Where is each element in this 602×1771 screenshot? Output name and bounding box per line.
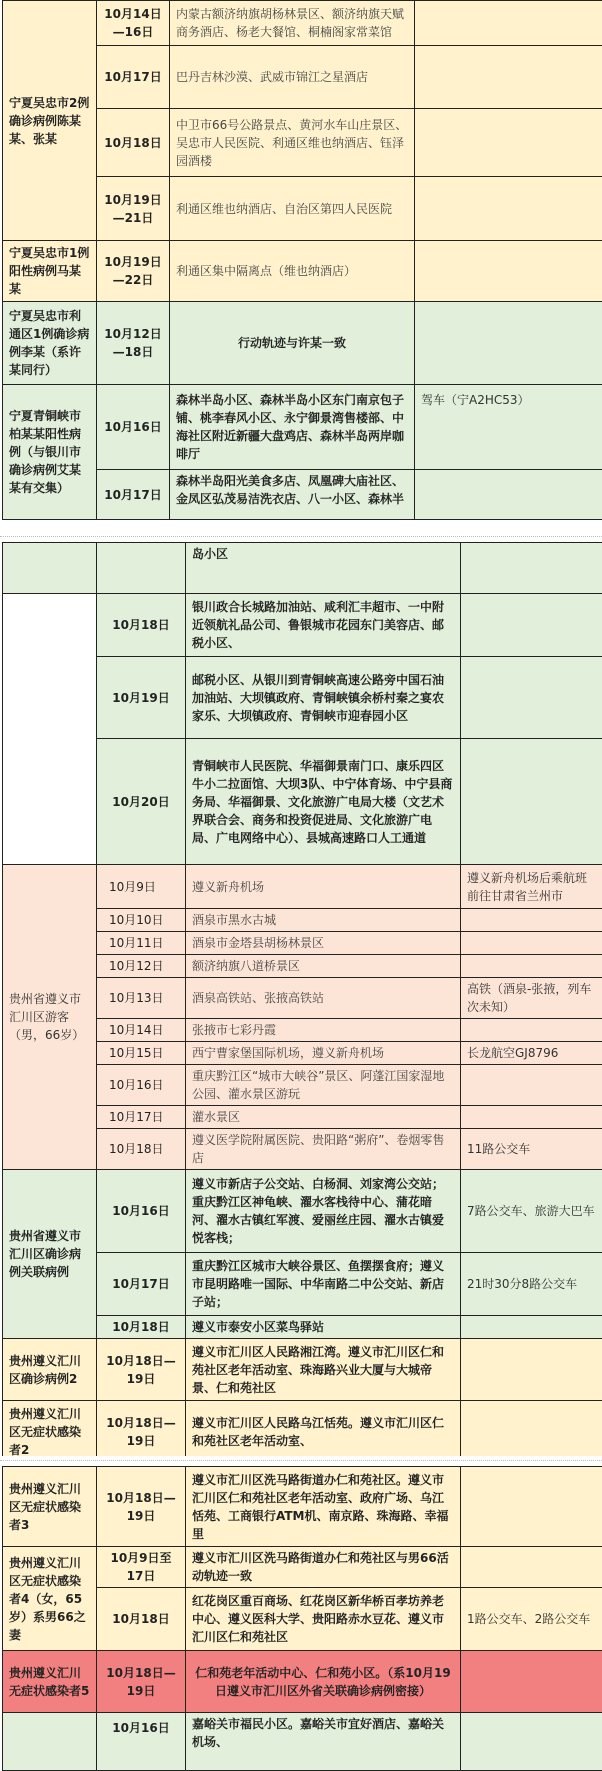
note-cell [415, 302, 602, 385]
places-cell: 嘉峪关市福民小区。嘉峪关市宜好酒店、嘉峪关机场、 [186, 1713, 461, 1771]
note-cell [461, 543, 602, 594]
date-cell: 10月20日 [97, 739, 186, 865]
table-row [3, 1339, 602, 1401]
note-cell [461, 594, 602, 657]
places-cell: 内蒙古额济纳旗胡杨林景区、额济纳旗天赋商务酒店、杨老大餐馆、桐楠阁家常菜馆 [170, 1, 415, 46]
case-cell: 贵州遵义汇川区无症状感染者3 [3, 1467, 97, 1547]
date-cell: 10月18日—19日 [97, 1339, 186, 1401]
note-cell: 7路公交车、旅游大巴车 [461, 1170, 602, 1253]
note-cell: 长龙航空GJ8796 [461, 1042, 602, 1065]
places-cell: 森林半岛阳光美食多店、凤凰碑大庙社区、金凤区弘茂易洁洗衣店、八一小区、森林半 [170, 470, 415, 520]
date-cell: 10月17日 [97, 1106, 186, 1129]
case-cell: 宁夏吴忠市1例阳性病例马某某 [3, 241, 97, 302]
places-cell: 仁和苑老年活动中心、仁和苑小区。（系10月19日遵义市汇川区外省关联确诊病例密接） [186, 1651, 461, 1713]
case-cell: 贵州省遵义市汇川区游客（男，66岁） [3, 865, 97, 1170]
date-cell: 10月16日 [97, 385, 170, 470]
places-cell: 邮税小区、从银川到青铜峡高速公路旁中国石油加油站、大坝镇政府、青铜峡镇余桥村秦之宴农家乐、大坝镇政府、青铜峡市迎春园小区 [186, 657, 461, 739]
case-cell [3, 1713, 97, 1771]
table-row [3, 1547, 602, 1588]
places-cell: 利通区维也纳酒店、自治区第四人民医院 [170, 177, 415, 241]
date-cell [97, 543, 186, 594]
places-cell: 遵义市汇川区人民路湘江湾。遵义市汇川区仁和苑社区老年活动室、珠海路兴业大厦与大城帝景、仁和苑社区 [186, 1339, 461, 1401]
places-cell: 遵义医学院附属医院、贵阳路“粥府”、卷烟零售店 [186, 1129, 461, 1170]
note-cell [415, 109, 602, 177]
date-cell: 10月18日 [97, 109, 170, 177]
note-cell [415, 46, 602, 109]
places-cell: 中卫市66号公路景点、黄河水车山庄景区、吴忠市人民医院、利通区维也纳酒店、钰泽园酒楼 [170, 109, 415, 177]
date-cell: 10月12日 [97, 955, 186, 978]
table-row [3, 241, 602, 302]
case-cell: 贵州遵义汇川区无症状感染者2 [3, 1401, 97, 1463]
places-cell: 青铜峡市人民医院、华福御景南门口、康乐四区牛小二拉面馆、大坝3队、中宁体育场、中宁县商务局、华福御景、文化旅游广电局大楼（文艺术界联合会、商务和投资促进局、文化旅游广电局、广电网络中心）、县城高速路口人工通道 [186, 739, 461, 865]
date-cell: 10月18日—19日 [97, 1467, 186, 1547]
date-cell: 10月10日 [97, 909, 186, 932]
places-cell: 巴丹吉林沙漠、武威市锦江之星酒店 [170, 46, 415, 109]
itinerary-table-part-1 [2, 0, 602, 520]
table-row [3, 865, 602, 909]
date-cell: 10月18日 [97, 1129, 186, 1170]
case-cell [3, 543, 97, 594]
places-cell: 利通区集中隔离点（维也纳酒店） [170, 241, 415, 302]
note-cell [461, 1316, 602, 1339]
places-cell: 遵义市新店子公交站、白杨洞、刘家湾公交站；重庆黔江区神龟峡、濯水客栈待中心、蒲花暗河、濯水古镇红军渡、爱丽丝庄园、濯水古镇爱悦客栈； [186, 1170, 461, 1253]
note-cell [461, 909, 602, 932]
places-cell: 重庆黔江区城市大峡谷景区、鱼摆摆食府；遵义市昆明路唯一国际、中华南路二中公交站、新店子站； [186, 1253, 461, 1316]
places-cell: 遵义新舟机场 [186, 865, 461, 909]
places-cell: 遵义市汇川区洗马路街道办仁和苑社区与男66活动轨迹一致 [186, 1547, 461, 1588]
places-cell: 灌水景区 [186, 1106, 461, 1129]
date-cell: 10月9日至17日 [97, 1547, 186, 1588]
date-cell: 10月13日 [97, 978, 186, 1019]
places-cell: 遵义市汇川区人民路乌江恬苑。遵义市汇川区仁和苑社区老年活动室、 [186, 1401, 461, 1463]
note-cell [461, 1019, 602, 1042]
date-cell: 10月18日 [97, 594, 186, 657]
places-cell: 岛小区 [186, 543, 461, 594]
places-cell: 银川政合长城路加油站、咸利汇丰超市、一中附近领航礼品公司、鲁银城市花园东门美容店、邮税小区、 [186, 594, 461, 657]
date-cell: 10月16日 [97, 1065, 186, 1106]
case-cell: 贵州遵义汇川无症状感染者5 [3, 1651, 97, 1713]
case-cell: 宁夏青铜峡市柏某某阳性病例（与银川市确诊病例艾某某有交集） [3, 385, 97, 520]
note-cell: 遵义新舟机场后乘航班前往甘肃省兰州市 [461, 865, 602, 909]
places-cell: 遵义市泰安小区菜鸟驿站 [186, 1316, 461, 1339]
places-cell: 酒泉市金塔县胡杨林景区 [186, 932, 461, 955]
note-cell [461, 1651, 602, 1713]
date-cell: 10月19日 [97, 657, 186, 739]
date-cell: 10月17日 [97, 470, 170, 520]
case-cell: 宁夏吴忠市2例确诊病例陈某某、张某 [3, 1, 97, 241]
note-cell [415, 1, 602, 46]
places-cell: 酒泉市黑水古城 [186, 909, 461, 932]
date-cell: 10月14日 [97, 1019, 186, 1042]
date-cell: 10月9日 [97, 865, 186, 909]
places-cell: 酒泉高铁站、张掖高铁站 [186, 978, 461, 1019]
case-cell [3, 594, 97, 865]
date-cell: 10月11日 [97, 932, 186, 955]
date-cell: 10月16日 [97, 1170, 186, 1253]
case-cell: 贵州遵义汇川区确诊病例2 [3, 1339, 97, 1401]
date-cell: 10月14日—16日 [97, 1, 170, 46]
places-cell: 行动轨迹与许某一致 [170, 302, 415, 385]
date-cell: 10月17日 [97, 46, 170, 109]
itinerary-table-part-3 [2, 1466, 602, 1771]
note-cell [461, 1339, 602, 1401]
note-cell [461, 955, 602, 978]
note-cell [461, 1467, 602, 1547]
date-cell: 10月19日—21日 [97, 177, 170, 241]
note-cell: 21时30分8路公交车 [461, 1253, 602, 1316]
table-row [3, 1467, 602, 1547]
places-cell: 额济纳旗八道桥景区 [186, 955, 461, 978]
note-cell [461, 1713, 602, 1771]
date-cell: 10月16日 [97, 1713, 186, 1771]
date-cell: 10月19日—22日 [97, 241, 170, 302]
note-cell [415, 177, 602, 241]
date-cell: 10月18日—19日 [97, 1401, 186, 1463]
note-cell [461, 1401, 602, 1463]
itinerary-table-part-2 [2, 542, 602, 1463]
table-row [3, 302, 602, 385]
page-break [0, 1456, 602, 1466]
note-cell [415, 470, 602, 520]
places-cell: 红花岗区重百商场、红花岗区新华桥百孝坊养老中心、遵义医科大学、贵阳路赤水豆花、遵义市汇川区仁和苑社区 [186, 1588, 461, 1651]
page-break [0, 532, 602, 542]
note-cell [461, 1547, 602, 1588]
places-cell: 西宁曹家堡国际机场，遵义新舟机场 [186, 1042, 461, 1065]
table-row [3, 543, 602, 594]
date-cell: 10月15日 [97, 1042, 186, 1065]
table-row [3, 1170, 602, 1253]
places-cell: 森林半岛小区、森林半岛小区东门南京包子铺、桃李春风小区、永宁御景湾售楼部、中海社区附近新疆大盘鸡店、森林半岛两岸咖啡厅 [170, 385, 415, 470]
table-row [3, 1, 602, 46]
note-cell [461, 1106, 602, 1129]
date-cell: 10月18日 [97, 1588, 186, 1651]
table-row [3, 385, 602, 470]
places-cell: 张掖市七彩丹霞 [186, 1019, 461, 1042]
table-row [3, 594, 602, 657]
note-cell [461, 657, 602, 739]
case-cell: 贵州遵义汇川区无症状感染者4（女，65岁）系男66之妻 [3, 1547, 97, 1651]
case-cell: 宁夏吴忠市利通区1例确诊病例李某（系许某同行） [3, 302, 97, 385]
date-cell: 10月18日—19日 [97, 1651, 186, 1713]
note-cell: 驾车（宁A2HC53） [415, 385, 602, 470]
date-cell: 10月12日—18日 [97, 302, 170, 385]
table-row [3, 1713, 602, 1771]
note-cell: 11路公交车 [461, 1129, 602, 1170]
note-cell [415, 241, 602, 302]
note-cell [461, 739, 602, 865]
note-cell [461, 932, 602, 955]
table-row [3, 1651, 602, 1713]
note-cell: 高铁（酒泉-张掖，列车次未知） [461, 978, 602, 1019]
table-row [3, 1401, 602, 1463]
note-cell: 1路公交车、2路公交车 [461, 1588, 602, 1651]
places-cell: 遵义市汇川区洗马路街道办仁和苑社区。遵义市汇川区仁和苑社区老年活动室、政府广场、乌江恬苑、工商银行ATM机、南京路、珠海路、幸福里 [186, 1467, 461, 1547]
date-cell: 10月17日 [97, 1253, 186, 1316]
date-cell: 10月18日 [97, 1316, 186, 1339]
places-cell: 重庆黔江区“城市大峡谷”景区、阿蓬江国家湿地公园、灌水景区游玩 [186, 1065, 461, 1106]
case-cell: 贵州省遵义市汇川区确诊病例关联病例 [3, 1170, 97, 1339]
note-cell [461, 1065, 602, 1106]
